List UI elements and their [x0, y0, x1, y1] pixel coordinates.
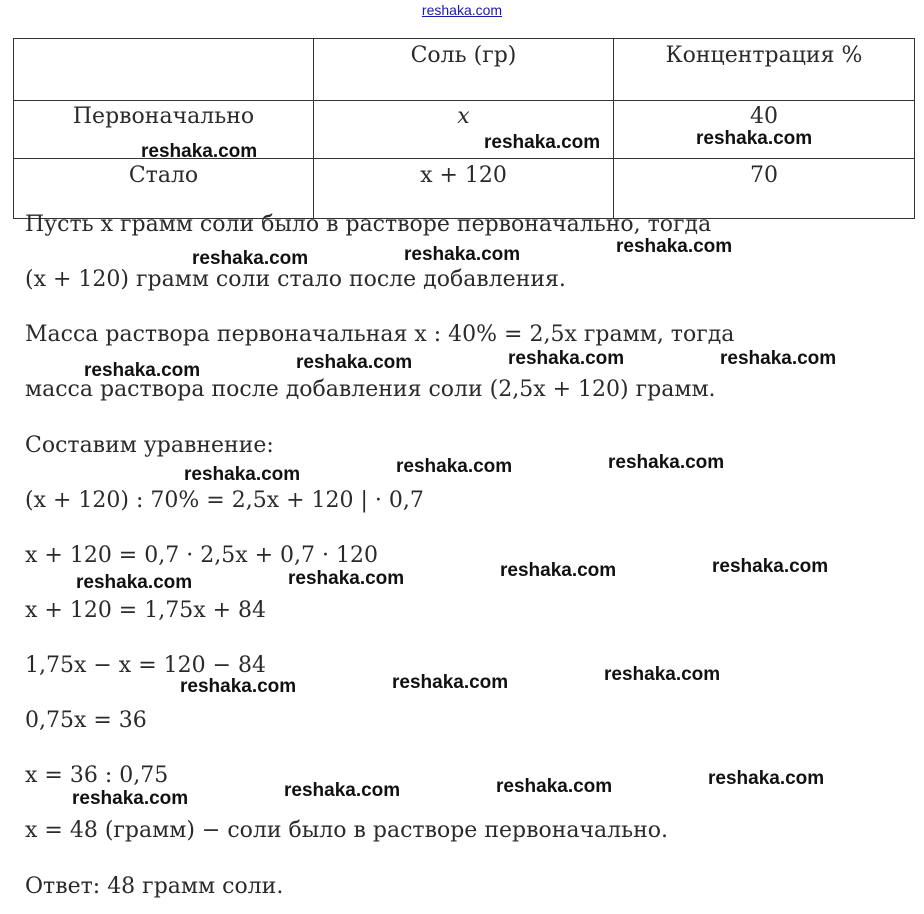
answer-line: Ответ: 48 грамм соли. — [25, 874, 284, 899]
site-link[interactable]: reshaka.com — [421, 2, 503, 18]
table-cell: 40 — [614, 101, 915, 159]
watermark: reshaka.com — [608, 452, 725, 473]
watermark: reshaka.com — [296, 352, 413, 373]
table-header-cell: Соль (гр) — [314, 39, 614, 101]
watermark: reshaka.com — [500, 560, 617, 581]
solution-line: Составим уравнение: — [25, 433, 274, 458]
watermark: reshaka.com — [712, 556, 829, 577]
watermark: reshaka.com — [288, 568, 405, 589]
table-header-row — [14, 39, 915, 101]
watermark: reshaka.com — [84, 360, 201, 381]
watermark: reshaka.com — [284, 780, 401, 801]
watermark: reshaka.com — [508, 348, 625, 369]
watermark: reshaka.com — [604, 664, 721, 685]
equation-line: x + 120 = 1,75x + 84 — [25, 598, 267, 623]
watermark: reshaka.com — [180, 676, 297, 697]
equation-line: 0,75x = 36 — [25, 708, 147, 733]
watermark: reshaka.com — [76, 572, 193, 593]
watermark: reshaka.com — [696, 128, 813, 149]
solution-line: масса раствора после добавления соли (2,5x + 120) грамм. — [25, 377, 716, 402]
watermark: reshaka.com — [72, 788, 189, 809]
table-cell: Стало — [14, 159, 314, 219]
watermark: reshaka.com — [192, 248, 309, 269]
solution-line: Масса раствора первоначальная x : 40% = 2,5x грамм, тогда — [25, 322, 735, 347]
solution-line: (x + 120) грамм соли стало после добавления. — [25, 267, 566, 292]
watermark: reshaka.com — [484, 132, 601, 153]
watermark: reshaka.com — [396, 456, 513, 477]
table-cell: x + 120 — [314, 159, 614, 219]
solution-line: Пусть x грамм соли было в растворе первоначально, тогда — [25, 212, 712, 237]
solution-line: x = 48 (грамм) − соли было в растворе первоначально. — [25, 818, 669, 843]
table-header-cell — [14, 39, 314, 101]
watermark: reshaka.com — [404, 244, 521, 265]
table-cell: 70 — [614, 159, 915, 219]
equation-line: x + 120 = 0,7 · 2,5x + 0,7 · 120 — [25, 543, 378, 568]
watermark: reshaka.com — [720, 348, 837, 369]
watermark: reshaka.com — [708, 768, 825, 789]
equation-line: x = 36 : 0,75 — [25, 763, 169, 788]
watermark: reshaka.com — [184, 464, 301, 485]
table-cell: Первоначально — [14, 101, 314, 159]
watermark: reshaka.com — [616, 236, 733, 257]
table-row — [14, 159, 915, 219]
watermark: reshaka.com — [496, 776, 613, 797]
table-header-cell: Концентрация % — [614, 39, 915, 101]
table-cell: x — [314, 101, 614, 159]
watermark: reshaka.com — [392, 672, 509, 693]
equation-line: (x + 120) : 70% = 2,5x + 120 | · 0,7 — [25, 488, 424, 513]
equation-line: 1,75x − x = 120 − 84 — [25, 653, 267, 678]
watermark: reshaka.com — [141, 141, 258, 162]
